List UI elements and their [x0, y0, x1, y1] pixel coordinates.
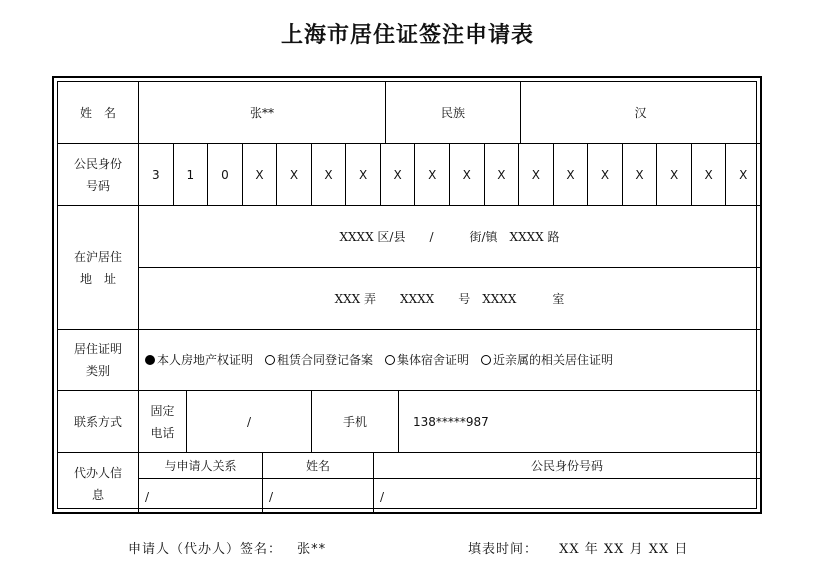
contact-label: 联系方式 [58, 390, 138, 452]
name-label: 姓 名 [79, 105, 116, 120]
application-form [52, 76, 762, 514]
landline-field[interactable]: / [186, 390, 311, 452]
proof-option-label: 租赁合同登记备案 [277, 353, 374, 367]
date-row [468, 538, 688, 557]
proof-option[interactable] [265, 349, 373, 371]
radio-empty-icon[interactable] [481, 355, 491, 365]
id-digit[interactable]: X [518, 143, 553, 205]
proof-option-label: 本人房地产权证明 [157, 353, 254, 367]
id-digit[interactable]: X [553, 143, 588, 205]
address-label: 在沪居住 地 址 [58, 205, 138, 329]
radio-empty-icon[interactable] [265, 355, 275, 365]
landline-label: 固定 电话 [138, 390, 186, 452]
id-digit[interactable]: 1 [173, 143, 208, 205]
id-digit[interactable]: X [484, 143, 519, 205]
agent-name-field[interactable]: / [262, 478, 373, 514]
date-value[interactable]: XX 年 XX 月 XX 日 [559, 542, 689, 557]
ethnicity-field[interactable]: 汉 [520, 82, 760, 143]
mobile-label: 手机 [311, 390, 398, 452]
id-digit[interactable]: 3 [138, 143, 173, 205]
address-line-2[interactable]: XXX 弄 XXXX 号 XXXX 室 [138, 267, 760, 329]
id-digit[interactable]: X [345, 143, 380, 205]
id-digit[interactable]: X [449, 143, 484, 205]
agent-label: 代办人信 息 [58, 452, 138, 514]
proof-option-label: 集体宿舍证明 [397, 353, 470, 367]
agent-id-field[interactable]: / [373, 478, 760, 514]
agent-relation-field[interactable]: / [138, 478, 262, 514]
id-digit[interactable]: X [656, 143, 691, 205]
proof-option[interactable] [385, 349, 469, 371]
id-digit[interactable]: X [242, 143, 277, 205]
proof-option-label: 近亲属的相关居住证明 [493, 353, 614, 367]
id-digit[interactable]: X [622, 143, 657, 205]
radio-empty-icon[interactable] [385, 355, 395, 365]
id-digit[interactable]: X [725, 143, 760, 205]
agent-name-header: 姓名 [262, 452, 373, 478]
radio-selected-icon[interactable] [145, 355, 155, 365]
agent-id-header: 公民身份号码 [373, 452, 760, 478]
proof-option[interactable] [481, 349, 613, 371]
form-table [57, 81, 757, 509]
agent-relation-header: 与申请人关系 [138, 452, 262, 478]
signature-label: 申请人（代办人）签名： [128, 542, 283, 557]
proof-type-label: 居住证明 类别 [58, 329, 138, 390]
date-label: 填表时间： [468, 542, 539, 557]
id-digit[interactable]: X [414, 143, 449, 205]
signature-row [128, 538, 326, 557]
id-number-field[interactable] [138, 143, 760, 205]
proof-type-options [138, 329, 760, 390]
mobile-field[interactable]: 138*****987 [398, 390, 760, 452]
signature-value[interactable]: 张** [297, 542, 327, 557]
proof-option[interactable] [145, 349, 253, 371]
form-title: 上海市居住证签注申请表 [280, 23, 534, 48]
id-digit[interactable]: X [380, 143, 415, 205]
id-digit[interactable]: X [691, 143, 726, 205]
ethnicity-label: 民族 [385, 82, 520, 143]
id-digit[interactable]: X [587, 143, 622, 205]
address-line-1[interactable]: XXXX 区/县 / 街/镇 XXXX 路 [138, 205, 760, 267]
id-digit[interactable]: X [276, 143, 311, 205]
id-digit[interactable]: 0 [207, 143, 242, 205]
name-field[interactable]: 张** [138, 82, 385, 143]
id-digit[interactable]: X [311, 143, 346, 205]
id-number-label: 公民身份 号码 [58, 143, 138, 205]
